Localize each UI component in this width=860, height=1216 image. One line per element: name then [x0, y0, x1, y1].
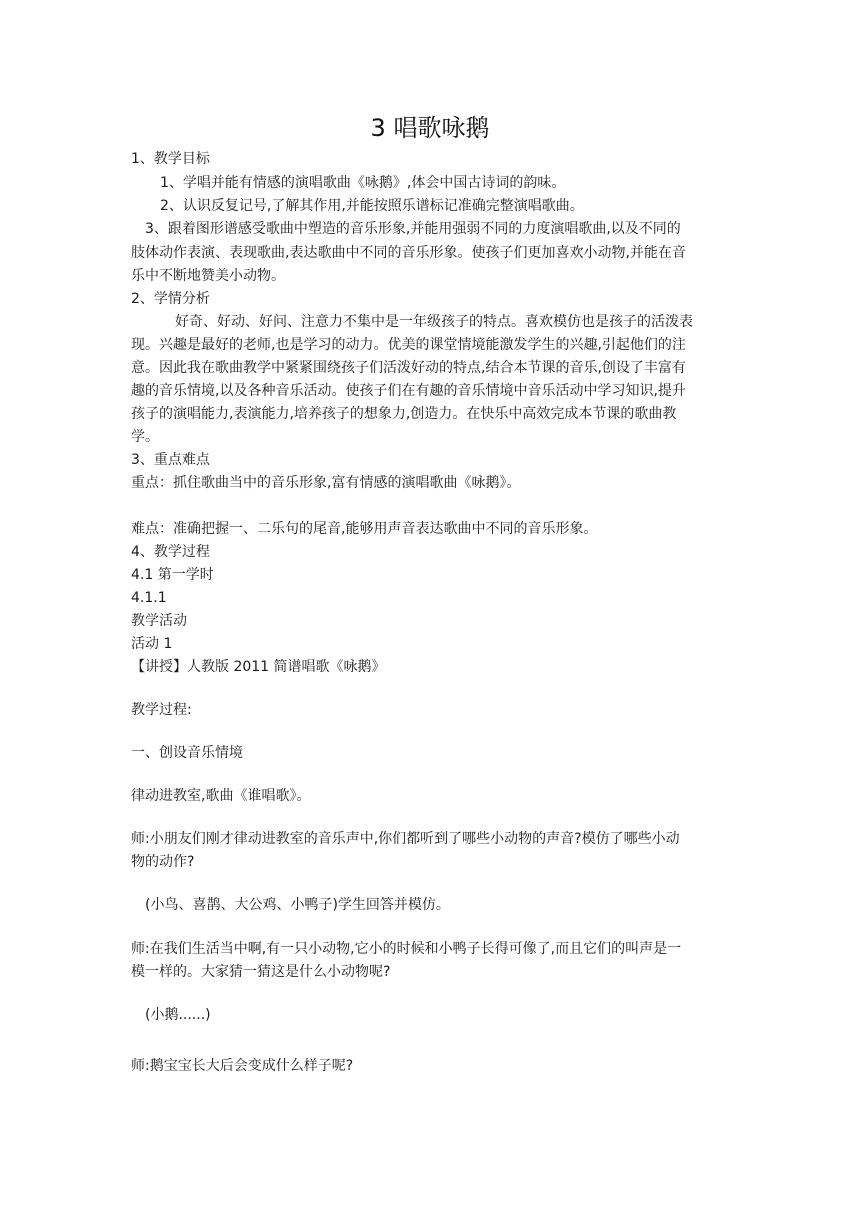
paragraph-line: (小鸟、喜鹊、大公鸡、小鸭子)学生回答并模仿。	[145, 897, 450, 913]
paragraph-line: 师:在我们生活当中啊,有一只小动物,它小的时候和小鸭子长得可像了,而且它们的叫声是一	[131, 941, 682, 957]
key-point-line: 重点：抓住歌曲当中的音乐形象,富有情感的演唱歌曲《咏鹅》。	[131, 475, 521, 491]
subsection-heading: 4.1 第一学时	[131, 567, 214, 583]
goal-item-3: 3、跟着图形谱感受歌曲中塑造的音乐形象,并能用强弱不同的力度演唱歌曲,以及不同的	[145, 221, 681, 237]
subsection-heading: 教学活动	[131, 613, 187, 629]
paragraph-line: 乐中不断地赞美小动物。	[131, 268, 285, 284]
section-heading-goals: 1、教学目标	[131, 151, 210, 167]
paragraph-line: 律动进教室,歌曲《谁唱歌》。	[131, 788, 311, 804]
paragraph-line: 师:小朋友们刚才律动进教室的音乐声中,你们都听到了哪些小动物的声音?模仿了哪些小动	[131, 831, 680, 847]
paragraph-line: 趣的音乐情境,以及各种音乐活动。使孩子们在有趣的音乐情境中音乐活动中学习知识,提升	[131, 383, 686, 399]
paragraph-line: 肢体动作表演、表现歌曲,表达歌曲中不同的音乐形象。使孩子们更加喜欢小动物,并能在音	[131, 245, 686, 261]
paragraph-line: (小鹅......)	[145, 1007, 211, 1023]
section-heading-process: 4、教学过程	[131, 544, 210, 560]
paragraph-line: 学。	[131, 429, 159, 445]
paragraph-line: 现。兴趣是最好的老师,也是学习的动力。优美的课堂情境能激发学生的兴趣,引起他们的注	[131, 337, 686, 353]
section-heading-analysis: 2、学情分析	[131, 291, 210, 307]
paragraph-line: 物的动作?	[131, 854, 195, 870]
paragraph-line: 模一样的。大家猜一猜这是什么小动物呢?	[131, 964, 391, 980]
section-heading-key-points: 3、重点难点	[131, 452, 210, 468]
subsection-heading: 4.1.1	[131, 590, 167, 606]
activity-label: 活动 1	[131, 636, 173, 652]
paragraph-line: 孩子的演唱能力,表演能力,培养孩子的想象力,创造力。在快乐中高效完成本节课的歌曲教	[131, 406, 677, 422]
goal-item-2: 2、认识反复记号,了解其作用,并能按照乐谱标记准确完整演唱歌曲。	[160, 198, 584, 214]
paragraph-line: 好奇、好动、好问、注意力不集中是一年级孩子的特点。喜欢模仿也是孩子的活泼表	[175, 314, 693, 330]
paragraph-line: 一、创设音乐情境	[131, 745, 243, 761]
difficulty-line: 难点：准确把握一、二乐句的尾音,能够用声音表达歌曲中不同的音乐形象。	[131, 521, 598, 537]
document-title: 3 唱歌咏鹅	[370, 114, 490, 142]
activity-title: 【讲授】人教版 2011 简谱唱歌《咏鹅》	[131, 659, 386, 675]
paragraph-line: 教学过程:	[131, 702, 192, 718]
goal-item-1: 1、学唱并能有情感的演唱歌曲《咏鹅》,体会中国古诗词的韵味。	[160, 175, 566, 191]
paragraph-line: 意。因此我在歌曲教学中紧紧围绕孩子们活泼好动的特点,结合本节课的音乐,创设了丰富有	[131, 360, 686, 376]
paragraph-line: 师:鹅宝宝长大后会变成什么样子呢?	[131, 1058, 354, 1074]
